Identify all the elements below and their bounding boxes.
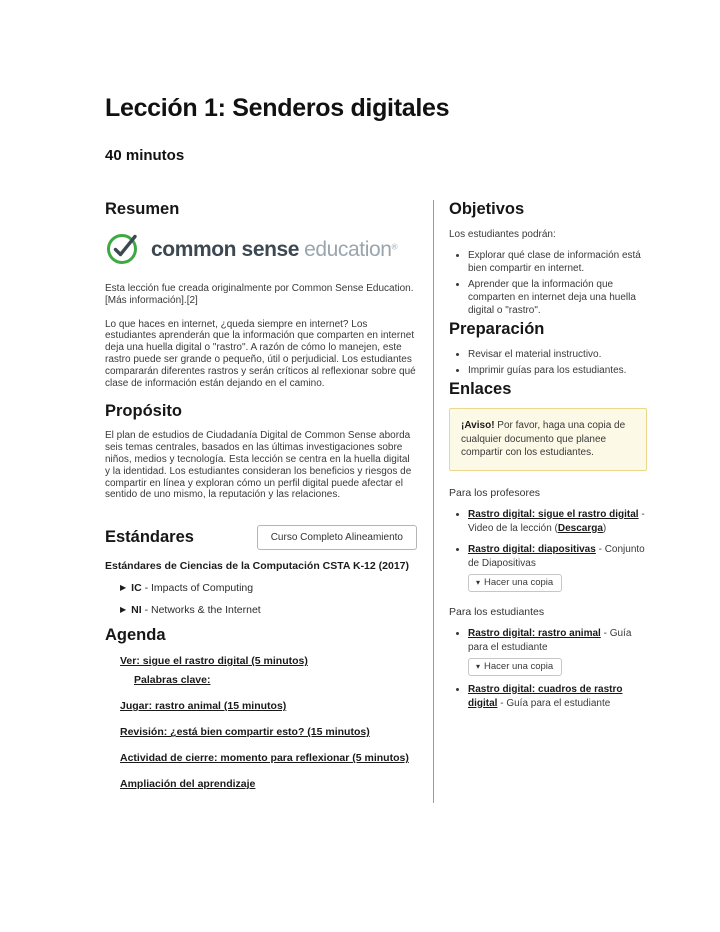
- agenda-link[interactable]: Jugar: rastro animal (15 minutos): [120, 700, 287, 713]
- full-course-alignment-button[interactable]: Curso Completo Alineamiento: [257, 525, 417, 550]
- students-group-label: Para los estudiantes: [449, 605, 545, 618]
- checkmark-circle-icon: [105, 228, 143, 271]
- download-link[interactable]: Descarga: [557, 522, 603, 534]
- agenda-item-cierre: [120, 751, 417, 765]
- proposito-heading: Propósito: [105, 402, 182, 421]
- aviso-text: Por favor, haga una copia de cualquier documento que planee compartir con los estudiantes.: [461, 420, 626, 458]
- resource-item: [468, 683, 647, 711]
- teachers-group-label: Para los profesores: [449, 486, 541, 499]
- objetivo-item: • Aprender que la información que comparten en internet deja una huella digital o "rastro".: [468, 278, 647, 317]
- standards-header-row: [105, 525, 417, 550]
- make-a-copy-button[interactable]: [468, 574, 562, 592]
- content-columns: [105, 200, 647, 803]
- make-a-copy-label: Hacer una copia: [484, 576, 554, 588]
- registered-mark-icon: ®: [391, 242, 398, 252]
- sidebar-column: [433, 200, 647, 803]
- standard-item-ni[interactable]: [120, 604, 417, 616]
- lesson-duration: 40 minutos: [105, 147, 185, 164]
- resource-item: [468, 543, 647, 592]
- standard-label: - Impacts of Computing: [141, 582, 254, 595]
- preparacion-heading: Preparación: [449, 320, 545, 338]
- agenda-item-ver: [120, 654, 417, 668]
- agenda-heading: Agenda: [105, 626, 166, 645]
- agenda-list: [105, 654, 417, 791]
- students-resource-list: [449, 627, 647, 711]
- proposito-body: El plan de estudios de Ciudadanía Digital de Common Sense aborda seis temas centrales, basados en las últimas investigaciones sobre niños, medios y tecnología. Esta lección se centra en la huella digital y la identidad. Los estudiantes consideran los beneficios y riesgos de compartir en línea y exploran cómo un perfil digital puede afectar el sentido de uno mismo, la reputación y las relaciones.: [105, 430, 412, 501]
- resource-link[interactable]: Rastro digital: cuadros de rastro digital: [468, 683, 623, 709]
- resource-desc: ): [602, 522, 607, 534]
- triangle-right-icon: ▶: [120, 605, 127, 615]
- credit-text: [105, 283, 417, 307]
- agenda-link[interactable]: Revisión: ¿está bien compartir esto? (15 minutos): [120, 726, 370, 739]
- estandares-heading: Estándares: [105, 528, 194, 547]
- resource-desc: - Guía para el estudiante: [468, 627, 632, 653]
- agenda-link[interactable]: Palabras clave:: [134, 674, 211, 687]
- page-title: Lección 1: Senderos digitales: [105, 94, 450, 122]
- resource-desc: - Conjunto de Diapositivas: [468, 543, 645, 569]
- main-column: [105, 200, 417, 803]
- triangle-right-icon: ▶: [120, 583, 127, 593]
- enlaces-heading: Enlaces: [449, 380, 512, 398]
- caret-down-icon: ▾: [476, 661, 481, 671]
- resumen-body: Lo que haces en internet, ¿queda siempre en internet? Los estudiantes aprenderán que la información que comparten en internet deja una huella digital o "rastro". A razón de cómo lo manejen, este rastro puede ser grande o pequeño, útil o perjudicial. Los estudiantes compararán diferentes rastros y serán críticos al reflexionar sobre qué clase de información están dejando en el camino.: [105, 318, 416, 389]
- objetivos-heading: Objetivos: [449, 200, 525, 218]
- caret-down-icon: ▾: [476, 577, 481, 587]
- agenda-item-jugar: [120, 699, 417, 713]
- resource-item: [468, 627, 647, 676]
- teachers-resource-list: [449, 508, 647, 592]
- standard-code: NI: [131, 604, 142, 617]
- objetivo-item: • Explorar qué clase de información está bien compartir en internet.: [468, 249, 647, 275]
- resumen-heading: Resumen: [105, 200, 180, 218]
- aviso-notice-box: [449, 408, 647, 471]
- agenda-link[interactable]: Ver: sigue el rastro digital (5 minutos): [120, 655, 308, 668]
- more-info-link[interactable]: [Más información]: [105, 294, 184, 306]
- standard-label: - Networks & the Internet: [141, 604, 261, 617]
- standard-code: IC: [131, 582, 142, 595]
- make-a-copy-button[interactable]: [468, 658, 562, 676]
- agenda-link[interactable]: Ampliación del aprendizaje: [120, 778, 256, 791]
- preparacion-item: • Imprimir guías para los estudiantes.: [468, 364, 647, 377]
- resource-link[interactable]: Rastro digital: sigue el rastro digital: [468, 508, 639, 520]
- objetivos-intro: Los estudiantes podrán:: [449, 229, 556, 240]
- common-sense-education-logo: [105, 228, 417, 271]
- agenda-item-ampliacion: [120, 777, 417, 791]
- objetivos-list: [449, 249, 647, 317]
- logo-common-sense: common sense: [151, 237, 300, 261]
- logo-wordmark: [151, 238, 397, 262]
- resource-link[interactable]: Rastro digital: diapositivas: [468, 543, 596, 555]
- preparacion-list: [449, 348, 647, 377]
- resource-item: [468, 508, 647, 536]
- standard-item-ic[interactable]: [120, 582, 417, 594]
- credit-pre: Esta lección fue creada originalmente por Common Sense Education.: [105, 283, 414, 294]
- logo-education: education: [304, 237, 392, 261]
- aviso-label: ¡Aviso!: [461, 420, 495, 431]
- make-a-copy-label: Hacer una copia: [484, 660, 554, 672]
- agenda-link[interactable]: Actividad de cierre: momento para reflexionar (5 minutos): [120, 752, 409, 765]
- preparacion-item: • Revisar el material instructivo.: [468, 348, 647, 361]
- credit-post: .[2]: [183, 294, 198, 306]
- resource-desc: - Video de la lección (: [468, 508, 645, 534]
- agenda-item-revision: [120, 725, 417, 739]
- resource-desc: - Guía para el estudiante: [497, 697, 611, 709]
- agenda-item-palabras-clave: [134, 673, 417, 687]
- resource-link[interactable]: Rastro digital: rastro animal: [468, 627, 601, 639]
- standards-framework-title: Estándares de Ciencias de la Computación CSTA K-12 (2017): [105, 560, 410, 573]
